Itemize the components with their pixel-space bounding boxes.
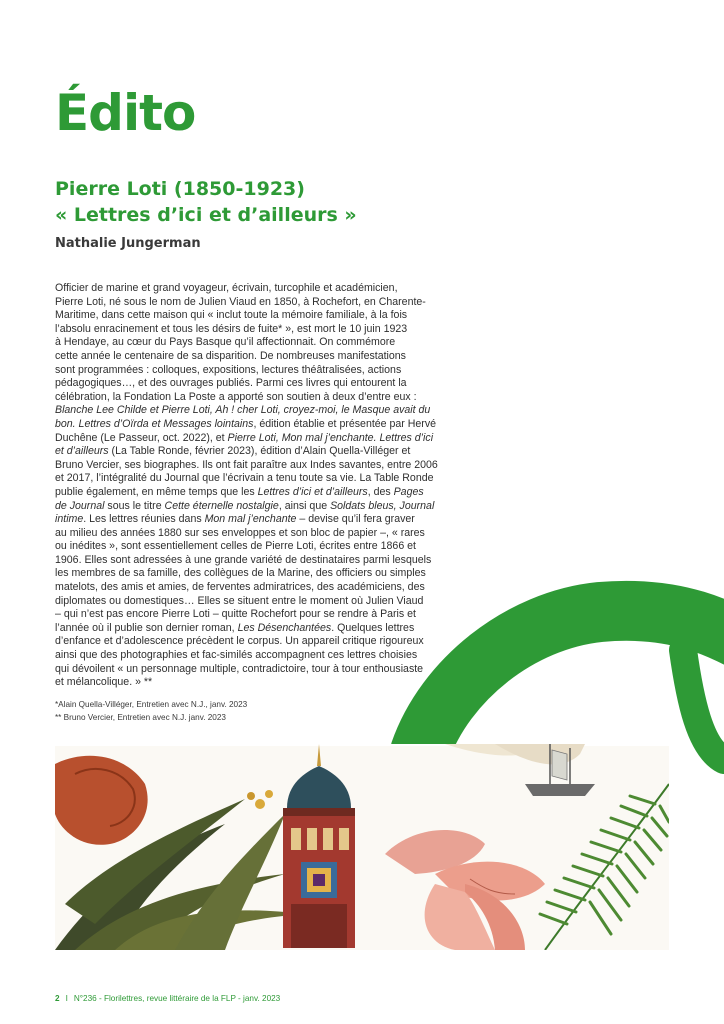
body-text-segment: . Quelques lettres xyxy=(331,621,415,634)
italic-title-text: Soldats bleus, Journal xyxy=(330,499,435,512)
footer-separator: I xyxy=(65,994,68,1003)
journal-issue: N°236 - Florilettres, revue littéraire de la FLP - janv. 2023 xyxy=(73,994,281,1003)
body-text-segment: ainsi que des photographies et fac-similés accompagnent ces lettres choisies xyxy=(55,649,418,662)
body-line xyxy=(55,459,475,473)
body-text-segment: 1906. Elles sont adressées à une grande variété de destinataires parmi lesquels xyxy=(55,553,432,566)
body-text-segment: cette année le centenaire de sa disparition. De nombreuses manifestations xyxy=(55,349,406,362)
italic-title-text: Cette éternelle nostalgie xyxy=(164,499,279,512)
body-line xyxy=(55,527,475,541)
body-text-segment: Pierre Loti, né sous le nom de Julien Viaud en 1850, à Rochefort, en Charente- xyxy=(55,295,426,308)
italic-title-text: Pages xyxy=(393,485,424,498)
page-number: 2 xyxy=(55,994,60,1003)
italic-title-text: Lettres d’ici et d’ailleurs xyxy=(257,485,368,498)
body-line xyxy=(55,595,475,609)
italic-title-text: Blanche Lee Childe et Pierre Loti, Ah ! cher Loti, croyez-moi, le Masque avait du xyxy=(55,404,431,417)
body-line xyxy=(55,391,475,405)
body-text-segment: qui dévoilent « un personnage multiple, contradictoire, tour à tour enthousiaste xyxy=(55,662,424,675)
body-text-segment: au milieu des années 1880 sur ses enveloppes et son bloc de papier –, « rares xyxy=(55,526,425,539)
italic-title-text: Mon mal j’enchante xyxy=(204,513,297,526)
body-line xyxy=(55,486,475,500)
botanical-collage-illustration xyxy=(55,744,669,950)
body-text-segment: sous le titre xyxy=(104,499,165,512)
italic-title-text: et d’ailleurs xyxy=(55,445,109,458)
article-body xyxy=(55,282,475,690)
body-text-segment: diplomates ou domestiques… Elles se situent entre le moment où Julien Viaud xyxy=(55,594,424,607)
body-line xyxy=(55,404,475,418)
body-text-segment: à Hendaye, au cœur du Pays Basque qu’il affectionnait. On commémore xyxy=(55,336,396,349)
body-line xyxy=(55,649,475,663)
footnote-1: *Alain Quella-Villéger, Entretien avec N.J., janv. 2023 xyxy=(55,700,248,709)
body-line xyxy=(55,336,475,350)
body-line xyxy=(55,309,475,323)
body-line xyxy=(55,377,475,391)
body-text-segment: ou inédites », sont essentiellement celles de Pierre Loti, écrites entre 1866 et xyxy=(55,540,416,553)
italic-title-text: de Journal xyxy=(55,499,105,512)
article-title-line-1: Pierre Loti (1850-1923) xyxy=(55,178,305,200)
body-line xyxy=(55,622,475,636)
body-text-segment: les membres de sa famille, des collègues de la Marine, des officiers ou simples xyxy=(55,567,426,580)
body-line xyxy=(55,676,475,690)
body-text-segment: – qui n’est pas encore Pierre Loti – quitte Rochefort pour se rendre à Paris et xyxy=(55,608,416,621)
footnotes xyxy=(55,698,247,724)
author-name: Nathalie Jungerman xyxy=(55,236,201,251)
body-line xyxy=(55,323,475,337)
body-line xyxy=(55,445,475,459)
body-line xyxy=(55,500,475,514)
footnote-2: ** Bruno Vercier, Entretien avec N.J. janv. 2023 xyxy=(55,713,226,722)
page-footer xyxy=(55,994,280,1003)
body-text-segment: Officier de marine et grand voyageur, écrivain, turcophile et académicien, xyxy=(55,282,398,294)
body-text-segment: l’absolu enracinement et tous les désirs de fuite* », est mort le 10 juin 1923 xyxy=(55,322,408,335)
body-text-segment: et 2017, l’intégralité du Journal que l’écrivain a tenu toute sa vie. La Table Ronde xyxy=(55,472,434,485)
body-text-segment: Bruno Vercier, ses biographes. Ils ont fait paraître aux Indes savantes, entre 2006 xyxy=(55,458,438,471)
body-text-segment: sont programmées : colloques, expositions, lectures théâtralisées, actions xyxy=(55,363,402,376)
body-text-segment: publie également, en même temps que les xyxy=(55,485,258,498)
body-text-segment: célébration, la Fondation La Poste a apporté son soutien à deux d’entre eux : xyxy=(55,390,417,403)
body-line xyxy=(55,282,475,296)
body-line xyxy=(55,296,475,310)
body-text-segment: – devise qu’il fera graver xyxy=(296,513,415,526)
body-line xyxy=(55,554,475,568)
italic-title-text: bon. Lettres d’Oïrda et Messages lointains xyxy=(55,417,254,430)
italic-title-text: Pierre Loti, Mon mal j’enchante. Lettres d’ici xyxy=(227,431,434,444)
body-line xyxy=(55,364,475,378)
body-text-segment: pédagogiques…, et des ouvrages publiés. Parmi ces livres qui entourent la xyxy=(55,377,407,390)
italic-title-text: intime xyxy=(55,513,84,526)
italic-title-text: Les Désenchantées xyxy=(237,621,332,634)
body-text-segment: Maritime, dans cette maison qui « inclut toute la mémoire familiale, à la fois xyxy=(55,309,408,322)
body-text-segment: , des xyxy=(367,485,394,498)
body-text-segment: matelots, des amis et amies, de ferventes admiratrices, des académiciens, des xyxy=(55,581,425,594)
body-line xyxy=(55,432,475,446)
body-line xyxy=(55,635,475,649)
body-line xyxy=(55,418,475,432)
body-text-segment: et mélancolique. » ** xyxy=(55,676,153,689)
body-line xyxy=(55,540,475,554)
body-text-segment: (La Table Ronde, février 2023), édition d’Alain Quella-Villéger et xyxy=(108,445,411,458)
body-text-segment: . Les lettres réunies dans xyxy=(83,513,205,526)
body-text-segment: Duchêne (Le Passeur, oct. 2022), et xyxy=(55,431,228,444)
body-line xyxy=(55,472,475,486)
body-line xyxy=(55,567,475,581)
body-line xyxy=(55,663,475,677)
body-line xyxy=(55,608,475,622)
article-title-line-2: « Lettres d’ici et d’ailleurs » xyxy=(55,204,357,226)
body-text-segment: , édition établie et présentée par Hervé xyxy=(253,417,437,430)
body-line xyxy=(55,350,475,364)
body-text-segment: l’année où il publie son dernier roman, xyxy=(55,621,238,634)
body-text-segment: d’enfance et d’adolescence précèdent le corpus. Un appareil critique rigoureux xyxy=(55,635,424,648)
page-title: Édito xyxy=(55,84,196,142)
article-title xyxy=(55,176,357,228)
body-line xyxy=(55,513,475,527)
body-line xyxy=(55,581,475,595)
body-text-segment: , ainsi que xyxy=(278,499,331,512)
